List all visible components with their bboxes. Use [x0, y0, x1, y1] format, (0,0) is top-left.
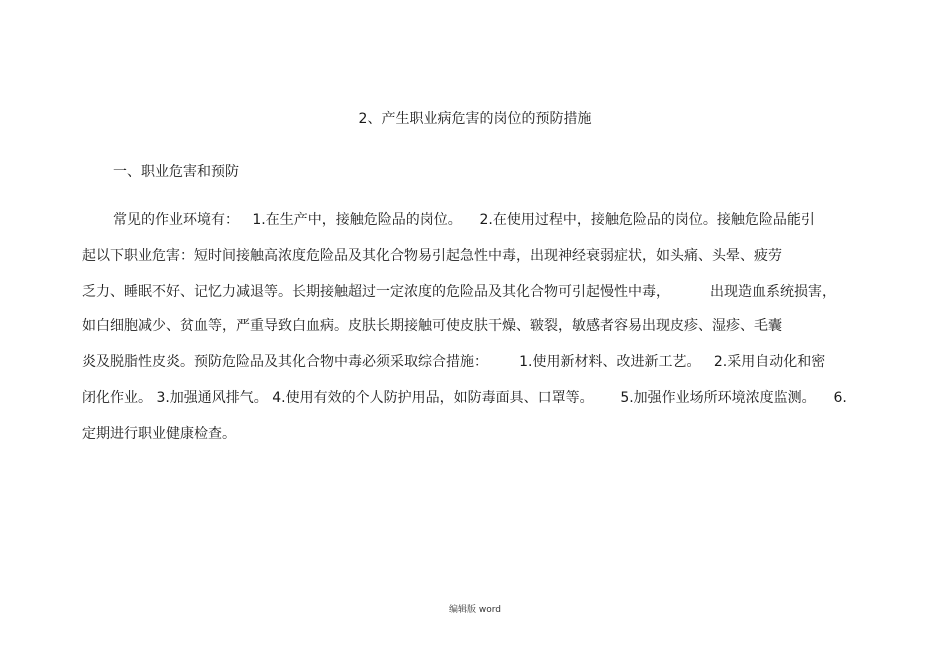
- paragraph-line: 起以下职业危害：短时间接触高浓度危险品及其化合物易引起急性中毒，出现神经衰弱症状，如头痛、头晕、疲劳: [82, 248, 782, 264]
- section-heading: 一、职业危害和预防: [113, 164, 239, 180]
- page-footer: 编辑版 word: [449, 605, 501, 615]
- paragraph-line: 炎及脱脂性皮炎。预防危险品及其化合物中毒必须采取综合措施： 1.使用新材料、改进新工艺。 2.采用自动化和密: [82, 354, 826, 370]
- paragraph-line: 闭化作业。 3.加强通风排气。 4.使用有效的个人防护用品，如防毒面具、口罩等。 5.加强作业场所环境浓度监测。 6.: [82, 390, 847, 406]
- paragraph-line: 乏力、睡眠不好、记忆力减退等。长期接触超过一定浓度的危险品及其化合物可引起慢性中毒， 出现造血系统损害，: [82, 284, 837, 300]
- paragraph-line: 常见的作业环境有： 1.在生产中，接触危险品的岗位。 2.在使用过程中，接触危险品的岗位。接触危险品能引: [113, 212, 815, 228]
- document-title: 2、产生职业病危害的岗位的预防措施: [358, 111, 592, 127]
- paragraph-line: 定期进行职业健康检查。: [82, 426, 236, 442]
- paragraph-line: 如白细胞减少、贫血等，严重导致白血病。皮肤长期接触可使皮肤干燥、皲裂，敏感者容易出现皮疹、湿疹、毛囊: [82, 318, 782, 334]
